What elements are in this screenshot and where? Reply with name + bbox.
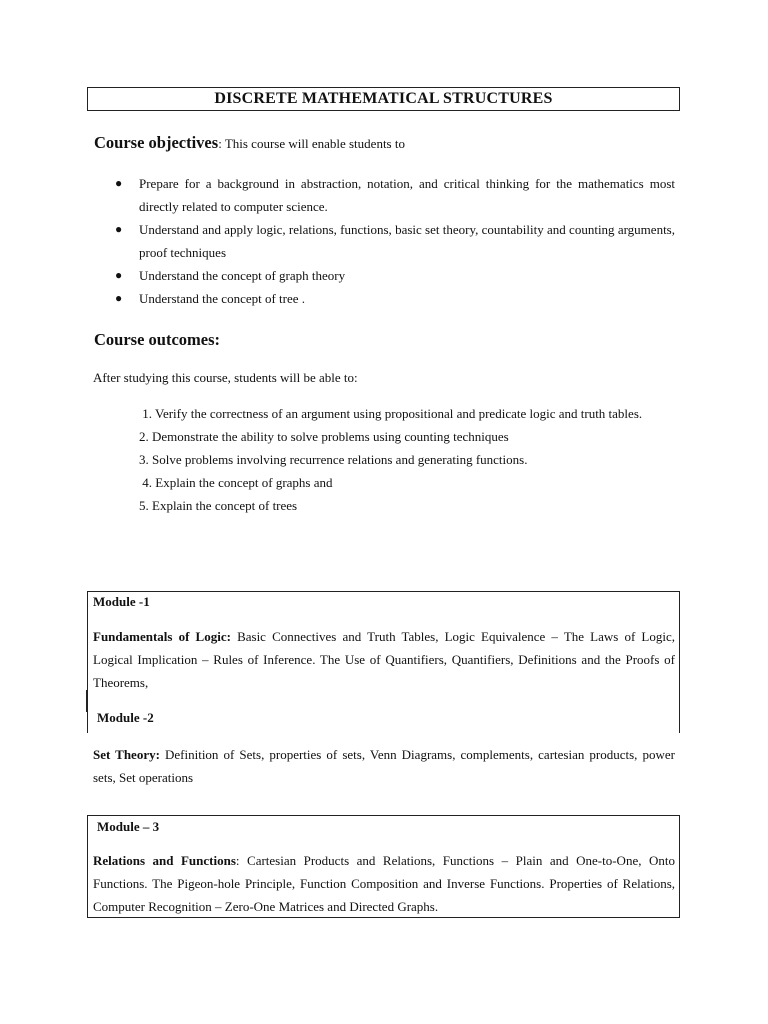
module-3-label: Module – 3	[97, 819, 160, 834]
objectives-heading-line	[94, 133, 405, 153]
objective-item: ● Understand the concept of graph theory	[115, 264, 675, 287]
document-title	[87, 87, 680, 111]
outcome-item: 2. Demonstrate the ability to solve problems using counting techniques	[139, 429, 509, 444]
module-2-topic: Set Theory:	[93, 747, 160, 762]
objectives-heading: Course objectives	[94, 133, 219, 152]
outcome-item: 4. Explain the concept of graphs and	[139, 475, 333, 490]
outcomes-intro: After studying this course, students will be able to:	[93, 370, 358, 385]
module-1-topic: Fundamentals of Logic:	[93, 629, 231, 644]
module-1-content: Fundamentals of Logic: Basic Connectives and Truth Tables, Logic Equivalence – The Laws of Logic, Logical Implication – Rules of Inference. The Use of Quantifiers, Quantifiers, Definitions and the Proofs of Theorems,	[93, 629, 675, 690]
module-2-label: Module -2	[97, 710, 154, 725]
objective-item: ● Understand the concept of tree .	[115, 287, 675, 310]
document-title-text: DISCRETE MATHEMATICAL STRUCTURES	[214, 90, 553, 107]
module-3-content: Relations and Functions: Cartesian Products and Relations, Functions – Plain and One-to-One, Onto Functions. The Pigeon-hole Principle, Function Composition and Inverse Functions. Properties of Relations, Computer Recognition – Zero-One Matrices and Directed Graphs.	[93, 853, 675, 914]
bullet-icon: ●	[115, 268, 123, 282]
objectives-intro: : This course will enable students to	[218, 136, 405, 151]
outcome-item: 1. Verify the correctness of an argument using propositional and predicate logic and truth tables.	[139, 406, 643, 421]
objective-item: ● Prepare for a background in abstraction, notation, and critical thinking for the mathematics most directly related to computer science.	[115, 172, 675, 218]
objectives-list	[115, 172, 675, 310]
outcomes-list	[139, 402, 675, 517]
module-2-content: Set Theory: Definition of Sets, properties of sets, Venn Diagrams, complements, cartesian products, power sets, Set operations	[93, 747, 675, 785]
module-3-topic: Relations and Functions	[93, 853, 236, 868]
bullet-icon: ●	[115, 222, 123, 236]
module-1-border-left	[86, 690, 87, 712]
module-1-border-right	[679, 690, 680, 712]
module-1-label: Module -1	[93, 594, 150, 609]
bullet-icon: ●	[115, 291, 123, 305]
objective-item: ● Understand and apply logic, relations, functions, basic set theory, countability and counting arguments, proof techniques	[115, 218, 675, 264]
outcomes-heading: Course outcomes:	[94, 330, 221, 349]
outcome-item: 5. Explain the concept of trees	[139, 498, 298, 513]
bullet-icon: ●	[115, 176, 123, 190]
outcome-item: 3. Solve problems involving recurrence relations and generating functions.	[139, 452, 528, 467]
